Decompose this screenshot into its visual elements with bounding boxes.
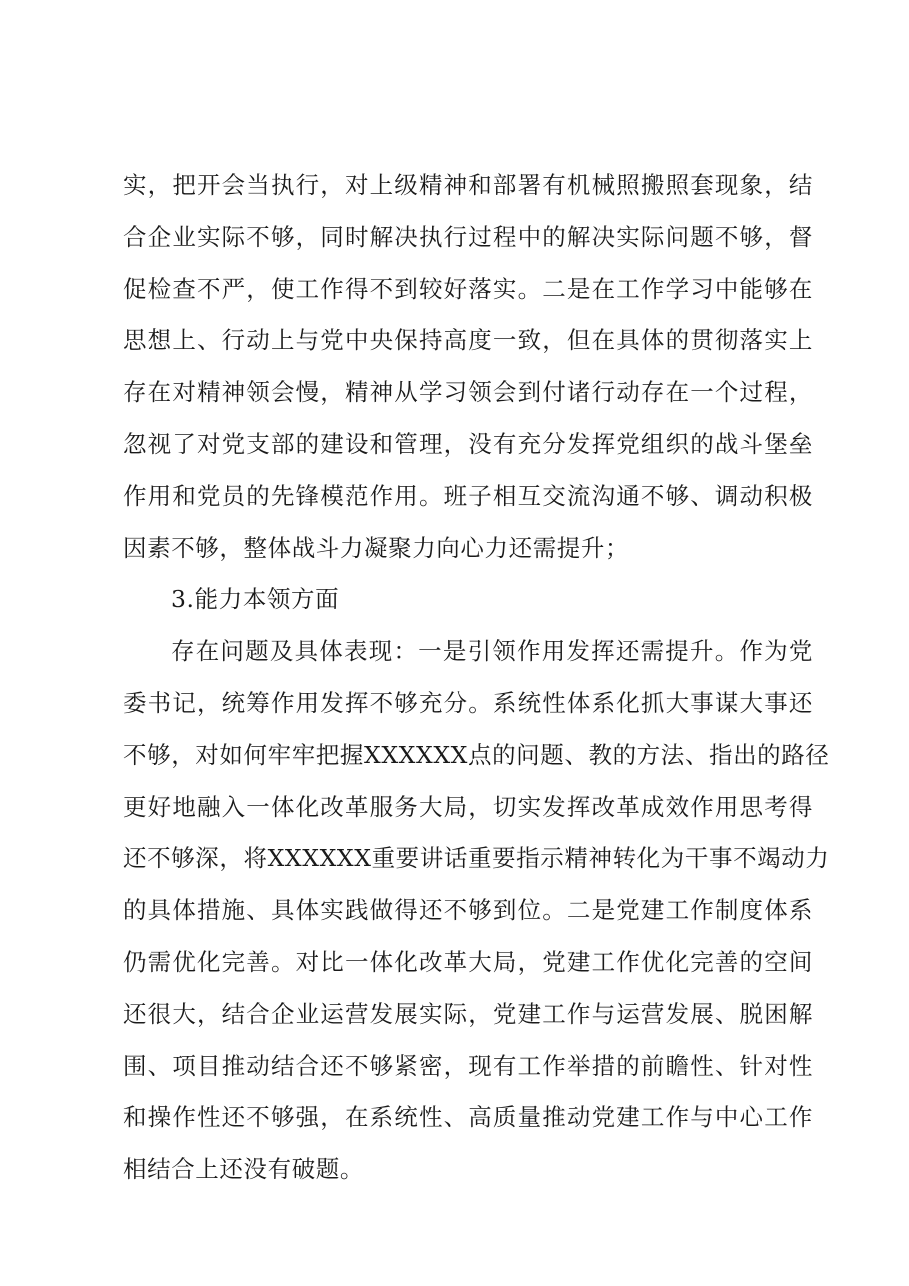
paragraph-line: 忽视了对党支部的建设和管理，没有充分发挥党组织的战斗堡垒 xyxy=(123,429,813,458)
paragraph-line: 还不够深，将XXXXXX重要讲话重要指示精神转化为干事不竭动力 xyxy=(123,844,830,873)
paragraph-line: 围、项目推动结合还不够紧密，现有工作举措的前瞻性、针对性 xyxy=(123,1051,813,1080)
paragraph-1 xyxy=(123,160,813,574)
paragraph-line: 委书记，统筹作用发挥不够充分。系统性体系化抓大事谋大事还 xyxy=(123,688,813,717)
paragraph-line: 促检查不严，使工作得不到较好落实。二是在工作学习中能够在 xyxy=(123,274,813,303)
paragraph-2 xyxy=(123,626,830,1196)
paragraph-line: 存在对精神领会慢，精神从学习领会到付诸行动存在一个过程， xyxy=(123,378,813,407)
paragraph-line: 思想上、行动上与党中央保持高度一致，但在具体的贯彻落实上 xyxy=(123,326,813,355)
paragraph-line: 仍需优化完善。对比一体化改革大局，党建工作优化完善的空间 xyxy=(123,947,813,976)
section-heading: 3.能力本领方面 xyxy=(171,585,340,614)
paragraph-line: 不够，对如何牢牢把握XXXXXX点的问题、教的方法、指出的路径 xyxy=(123,740,830,769)
paragraph-line: 更好地融入一体化改革服务大局，切实发挥改革成效作用思考得 xyxy=(123,792,813,821)
paragraph-line: 存在问题及具体表现：一是引领作用发挥还需提升。作为党 xyxy=(171,637,813,666)
paragraph-line: 相结合上还没有破题。 xyxy=(123,1155,364,1184)
paragraph-line: 合企业实际不够，同时解决执行过程中的解决实际问题不够，督 xyxy=(123,222,813,251)
paragraph-line: 还很大，结合企业运营发展实际，党建工作与运营发展、脱困解 xyxy=(123,999,813,1028)
paragraph-line: 因素不够，整体战斗力凝聚力向心力还需提升； xyxy=(123,533,630,562)
paragraph-line: 的具体措施、具体实践做得还不够到位。二是党建工作制度体系 xyxy=(123,896,813,925)
document-body xyxy=(123,160,830,1196)
paragraph-line: 和操作性还不够强，在系统性、高质量推动党建工作与中心工作 xyxy=(123,1103,813,1132)
paragraph-line: 作用和党员的先锋模范作用。班子相互交流沟通不够、调动积极 xyxy=(123,481,813,510)
paragraph-line: 实，把开会当执行，对上级精神和部署有机械照搬照套现象，结 xyxy=(123,171,813,199)
